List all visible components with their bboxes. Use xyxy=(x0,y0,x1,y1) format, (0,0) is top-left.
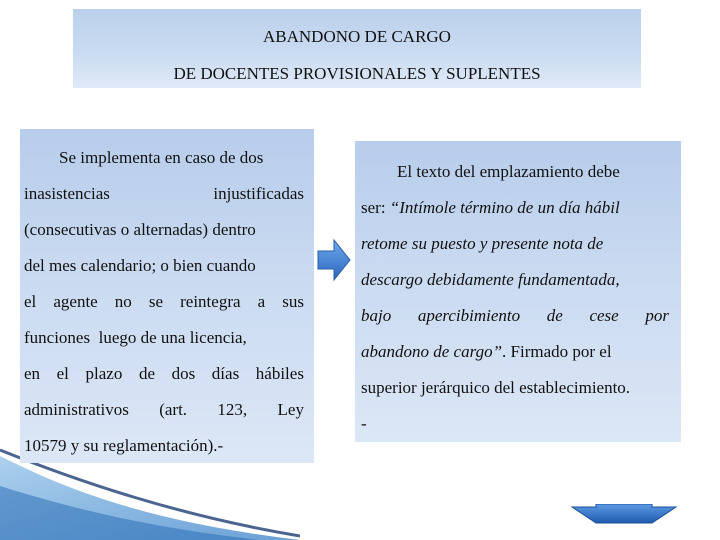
right-line-3: retome su puesto y presente nota de xyxy=(361,234,604,253)
left-word: inasistencias xyxy=(24,184,110,203)
left-line-4: del mes calendario; o bien cuando xyxy=(24,256,256,275)
right-line-2 xyxy=(361,197,669,233)
right-quote-end: abandono de cargo” xyxy=(361,342,503,361)
left-line-6: funciones luego de una licencia, xyxy=(24,328,247,347)
right-line-4: descargo debidamente fundamentada, xyxy=(361,270,620,289)
left-word: dos xyxy=(171,364,196,383)
left-word: sus xyxy=(282,292,304,311)
left-word: plazo xyxy=(85,364,123,383)
right-quote: “Intímole término de un día hábil xyxy=(389,198,620,217)
right-arrow-icon xyxy=(316,237,352,283)
left-line-9: 10579 y su reglamentación).- xyxy=(24,436,224,455)
left-text-panel xyxy=(20,129,314,463)
left-word: no xyxy=(114,292,132,311)
left-word: (art. xyxy=(159,400,188,419)
right-word: de xyxy=(546,306,563,325)
left-line-5 xyxy=(24,291,304,327)
left-line-2 xyxy=(24,183,304,219)
left-word: administrativos xyxy=(24,400,129,419)
left-line-1: Se implementa en caso de dos xyxy=(59,148,264,167)
right-line-5 xyxy=(361,305,669,341)
left-word: 123, xyxy=(217,400,248,419)
left-word: el xyxy=(56,364,69,383)
right-line-6 xyxy=(361,341,669,377)
right-text: ser: xyxy=(361,198,390,217)
left-word: se xyxy=(148,292,164,311)
left-word: reintegra xyxy=(180,292,241,311)
right-word: por xyxy=(645,306,669,325)
right-line-7: superior jerárquico del establecimiento. xyxy=(361,378,631,397)
left-word: hábiles xyxy=(255,364,304,383)
title-line-1: ABANDONO DE CARGO xyxy=(263,27,451,46)
right-text-panel xyxy=(355,141,681,442)
left-line-3: (consecutivas o alternadas) dentro xyxy=(24,220,256,239)
title-box xyxy=(73,9,641,88)
left-word: injustificadas xyxy=(213,184,304,203)
left-word: de xyxy=(138,364,155,383)
left-word: en xyxy=(24,364,41,383)
right-word: bajo xyxy=(361,306,392,325)
right-line-1: El texto del emplazamiento debe xyxy=(397,162,620,181)
left-word: agente xyxy=(53,292,98,311)
next-slide-button[interactable] xyxy=(571,504,677,524)
right-line-8: - xyxy=(361,414,367,433)
left-line-7 xyxy=(24,363,304,399)
left-word: Ley xyxy=(277,400,304,419)
right-word: cese xyxy=(589,306,619,325)
right-text: . Firmado por el xyxy=(502,342,612,361)
left-word: días xyxy=(211,364,240,383)
title-line-2: DE DOCENTES PROVISIONALES Y SUPLENTES xyxy=(173,64,541,83)
left-word: el xyxy=(24,292,37,311)
left-word: a xyxy=(257,292,266,311)
right-word: apercibimiento xyxy=(417,306,521,325)
left-line-8 xyxy=(24,399,304,435)
